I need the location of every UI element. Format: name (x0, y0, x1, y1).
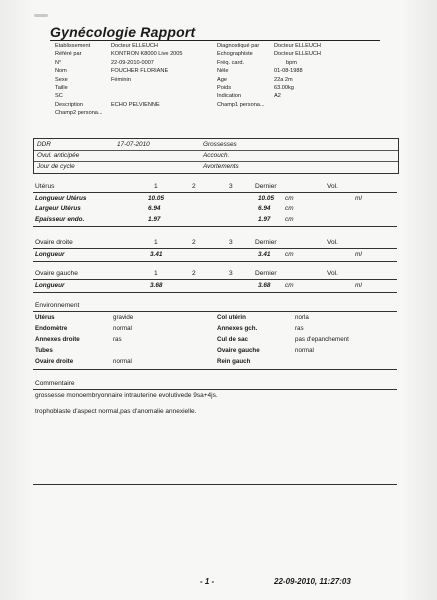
header-value: FOUCHER FLORIANE (111, 68, 169, 75)
header-right-labels (217, 42, 265, 109)
col-last: Dernier (255, 270, 277, 277)
col-2: 2 (192, 183, 196, 190)
header-label: Poids (217, 84, 231, 91)
env-value: normal (295, 347, 314, 354)
header-left-labels (55, 42, 103, 118)
col-vol: Vol. (327, 183, 338, 190)
header-value: 01-08-1988 (274, 68, 303, 75)
header-left-values (111, 42, 183, 118)
cycle-label: Jour de cycle (37, 162, 75, 170)
environnement-divider (33, 311, 397, 312)
header-value: 22a 2m (274, 76, 293, 83)
commentaire-title: Commentaire (35, 380, 75, 387)
header-value: bpm (286, 59, 297, 66)
environnement-title: Environnement (35, 302, 80, 309)
env-value: gravide (113, 314, 134, 321)
header-label: Taille (55, 84, 68, 91)
env-label: Utérus (35, 314, 55, 321)
header-value: A2 (274, 93, 281, 100)
ovaire-gauche-row-label: Longueur (35, 282, 65, 289)
ovaire-droite-row-vol-unit: ml (355, 251, 362, 258)
ovaire-droite-row-last: 3.41 (258, 251, 271, 258)
header-value: Docteur ELLEUCH (274, 43, 321, 49)
page-title: Gynécologie Rapport (50, 24, 196, 40)
col-3: 3 (229, 239, 233, 246)
uterus-row-last: 6.94 (258, 205, 271, 212)
header-label: Sexe (55, 76, 68, 83)
ddr-value: 17-07-2010 (117, 140, 150, 148)
uterus-row-label: Largeur Utérus (35, 205, 81, 212)
header-value: 22-09-2010-0007 (111, 59, 154, 66)
ovul-label: Ovul. anticipée (37, 151, 80, 159)
uterus-divider (33, 192, 397, 193)
dates-row (34, 161, 398, 172)
header-label: Age (217, 76, 227, 83)
accouch-label: Accouch. (203, 151, 230, 159)
title-divider (50, 40, 380, 41)
ovaire-gauche-divider (33, 279, 397, 280)
commentaire-bottom-rule (33, 484, 397, 485)
header-value: ECHO PELVIENNE (111, 101, 160, 108)
dates-row (34, 139, 398, 150)
commentaire-line: trophoblaste d'aspect normal,pas d'anomalie annexielle. (35, 408, 197, 415)
header-value: KONTRON K8000 Live 2005 (111, 51, 183, 58)
header-label: Fréq. card. (217, 59, 245, 66)
print-datetime: 22-09-2010, 11:27:03 (274, 577, 351, 586)
header-label: Description (55, 101, 83, 108)
ovaire-droite-row-v1: 3.41 (150, 251, 163, 258)
ovaire-droite-bottom-rule (33, 261, 397, 262)
env-label: Endomètre (35, 325, 68, 332)
env-value: ras (113, 336, 122, 343)
uterus-row-v1: 6.94 (148, 205, 161, 212)
env-label: Rein gauch (217, 358, 251, 365)
col-last: Dernier (255, 239, 277, 246)
header-label: Diagnostiqué par (217, 43, 260, 49)
env-value: normal (113, 358, 132, 365)
header-label: N° (55, 59, 62, 66)
uterus-row-label: Longueur Utérus (35, 195, 87, 202)
env-value: normal (113, 325, 132, 332)
col-last: Dernier (255, 183, 277, 190)
ovaire-gauche-bottom-rule (33, 292, 397, 293)
env-label: Cul de sac (217, 336, 248, 343)
uterus-row-label: Epaisseur endo. (35, 216, 85, 223)
commentaire-divider (33, 389, 397, 390)
header-label: Etablissement (55, 43, 91, 49)
env-label: Annexes gch. (217, 325, 258, 332)
col-1: 1 (154, 183, 158, 190)
col-2: 2 (192, 239, 196, 246)
header-value: Docteur ELLEUCH (274, 51, 321, 58)
uterus-row-unit: cm (285, 205, 294, 212)
ovaire-droite-row-unit: cm (285, 251, 294, 258)
uterus-row-v1: 1.97 (148, 216, 161, 223)
header-value (111, 109, 183, 117)
ovaire-gauche-row-last: 3.68 (258, 282, 271, 289)
col-1: 1 (154, 239, 158, 246)
ovaire-droite-divider (33, 248, 397, 249)
uterus-row-last: 1.97 (258, 216, 271, 223)
commentaire-line: grossesse monoembryonnaire intrauterine evolutivede 9sa+4js. (35, 392, 218, 399)
avortements-label: Avortements (203, 162, 239, 170)
header-label: Echographiste (217, 51, 253, 58)
header-value (111, 92, 183, 100)
ovaire-gauche-row-unit: cm (285, 282, 294, 289)
env-label: Tubes (35, 347, 53, 354)
env-label: Annexes droite (35, 336, 80, 343)
env-label: Ovaire gauche (217, 347, 260, 354)
dates-row (34, 150, 398, 161)
ddr-label: DDR (37, 140, 51, 148)
col-3: 3 (229, 270, 233, 277)
uterus-row-v1: 10.05 (148, 195, 164, 202)
uterus-bottom-rule (33, 226, 397, 227)
col-2: 2 (192, 270, 196, 277)
uterus-row-vol-unit: ml (355, 195, 362, 202)
col-vol: Vol. (327, 239, 338, 246)
env-value: pas d'epanchement (295, 336, 349, 343)
environnement-bottom-rule (33, 369, 397, 370)
header-value: Docteur ELLEUCH (111, 43, 158, 49)
grossesses-label: Grossesses (203, 140, 237, 148)
scan-mark (34, 14, 48, 17)
header-right-values (274, 42, 321, 109)
col-vol: Vol. (327, 270, 338, 277)
ovaire-droite-title: Ovaire droite (35, 239, 73, 246)
env-value: norla (295, 314, 309, 321)
ovaire-gauche-row-vol-unit: ml (355, 282, 362, 289)
header-label: Néle (217, 68, 229, 75)
uterus-row-last: 10.05 (258, 195, 274, 202)
header-value: Féminin (111, 76, 131, 83)
uterus-row-unit: cm (285, 216, 294, 223)
header-label: Nom (55, 68, 67, 75)
ovaire-gauche-title: Ovaire gauche (35, 270, 78, 277)
uterus-title: Utérus (35, 183, 55, 190)
header-label: SC (55, 93, 63, 100)
col-1: 1 (154, 270, 158, 277)
env-label: Col utérin (217, 314, 246, 321)
header-label: Indication (217, 93, 241, 100)
header-value (111, 84, 183, 92)
ovaire-droite-row-label: Longueur (35, 251, 65, 258)
env-label: Ovaire droite (35, 358, 74, 365)
header-value (274, 101, 321, 109)
uterus-row-unit: cm (285, 195, 294, 202)
col-3: 3 (229, 183, 233, 190)
dates-box (33, 138, 399, 174)
header-label: Champ1 persona... (217, 101, 265, 108)
ovaire-gauche-row-v1: 3.68 (150, 282, 163, 289)
header-label: Champ2 persona... (55, 110, 103, 117)
page-number: - 1 - (200, 577, 215, 586)
header-label: Référé par (55, 51, 82, 58)
header-value: 63.00kg (274, 84, 294, 91)
env-value: ras (295, 325, 304, 332)
